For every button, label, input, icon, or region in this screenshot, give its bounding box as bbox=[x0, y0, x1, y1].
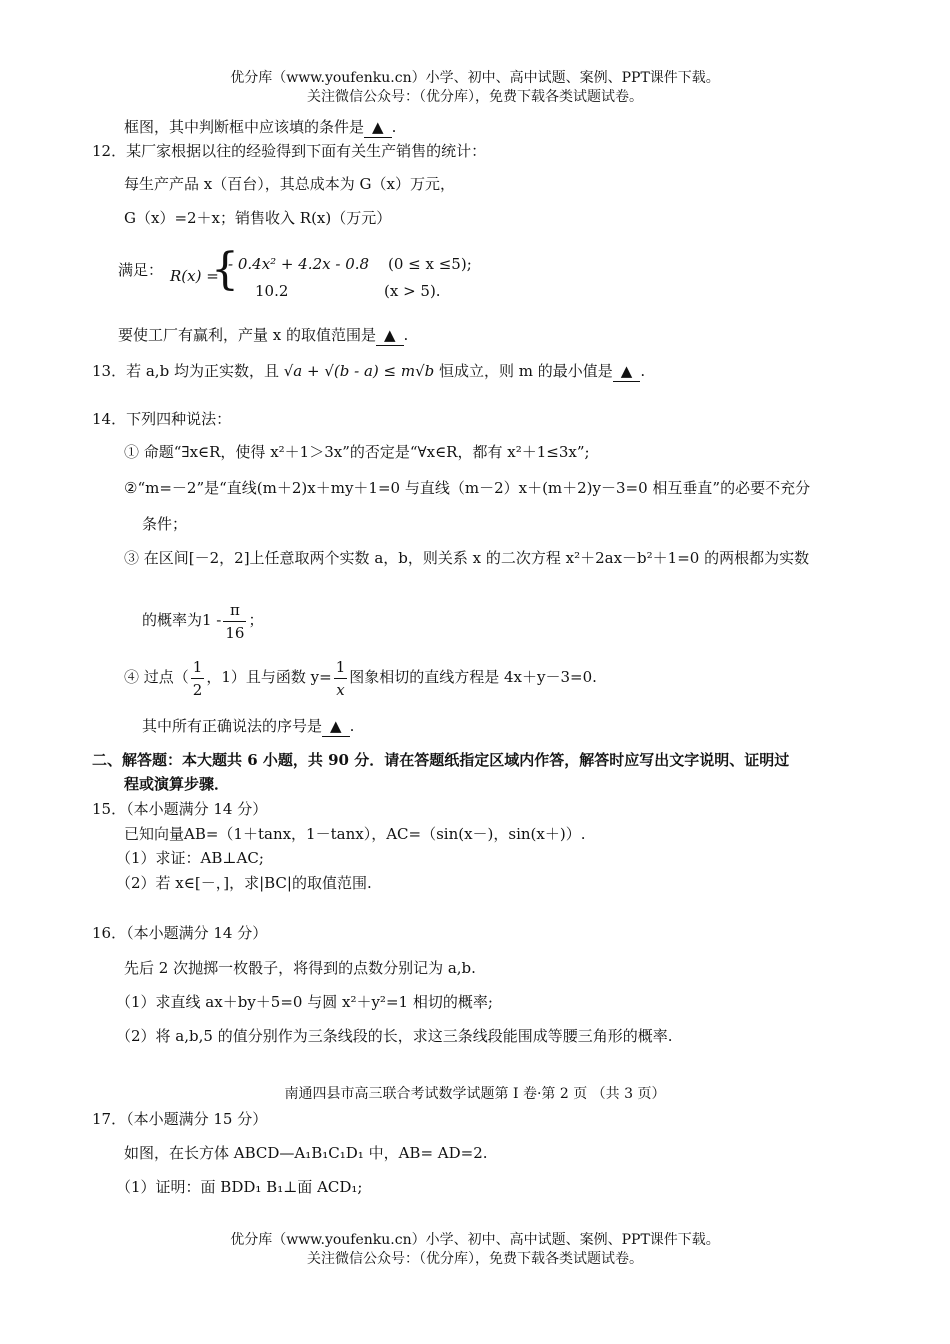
answer-blank: ▲ bbox=[613, 361, 641, 382]
q17-line-1: 如图，在长方体 ABCD—A₁B₁C₁D₁ 中，AB= AD=2. bbox=[124, 1144, 488, 1162]
q12-function-label: R(x) = bbox=[170, 267, 219, 285]
q17-part-1: （1）证明：面 BDD₁ B₁⊥面 ACD₁; bbox=[116, 1178, 363, 1196]
footer-line-2: 关注微信公众号：（优分库），免费下载各类试题试卷。 bbox=[307, 1251, 643, 1267]
q12-case-2: 10.2 bbox=[255, 282, 289, 300]
q12-line-2: 每生产产品 x（百台），其总成本为 G（x）万元， bbox=[124, 175, 455, 193]
q14-intro: 14．下列四种说法： bbox=[92, 410, 232, 428]
q14-statement-2: ②“m=－2”是“直线(m＋2)x＋my＋1=0 与直线（m－2）x＋(m＋2)y－3=0 相互垂直”的必要不充分 bbox=[124, 479, 811, 497]
q12-ask: 要使工厂有赢利，产量 x 的取值范围是 ▲ . bbox=[118, 326, 409, 344]
q16-line-1: 先后 2 次抛掷一枚骰子，将得到的点数分别记为 a,b. bbox=[124, 959, 476, 977]
footer-line-1: 优分库（www.youfenku.cn）小学、初中、高中试题、案例、PPT课件下载。 bbox=[230, 1232, 720, 1248]
answer-blank: ▲ bbox=[322, 716, 350, 737]
q12-line-3: G（x）=2＋x；销售收入 R(x)（万元） bbox=[124, 209, 392, 227]
answer-blank: ▲ bbox=[364, 117, 392, 138]
q16-part-1: （1）求直线 ax＋by＋5=0 与圆 x²＋y²=1 相切的概率; bbox=[116, 993, 493, 1011]
q15-line-1: 已知向量AB=（1＋tanx，1－tanx），AC=（sin(x－)，sin(x＋)）. bbox=[124, 825, 586, 843]
header-line-1: 优分库（www.youfenku.cn）小学、初中、高中试题、案例、PPT课件下载。 bbox=[230, 70, 720, 86]
q14-statement-3-cont: 的概率为1 - $\frac{\pi}{16}$ ； bbox=[142, 600, 264, 642]
q12-condition-1: (0 ≤ x ≤5); bbox=[388, 255, 472, 273]
q12-satisfy: 满足： bbox=[118, 261, 164, 279]
q15-part-1: （1）求证：AB⊥AC; bbox=[116, 849, 264, 867]
piecewise-brace: { bbox=[211, 244, 239, 295]
fraction-one-half: $\frac{1}{2}$ bbox=[192, 657, 203, 699]
q16-part-2: （2）将 a,b,5 的值分别作为三条线段的长，求这三条线段能围成等腰三角形的概率. bbox=[116, 1027, 673, 1045]
fraction-one-over-x: $\frac{1}{x}$ bbox=[335, 657, 346, 699]
q12-intro: 12．某厂家根据以往的经验得到下面有关生产销售的统计： bbox=[92, 142, 487, 160]
q12-condition-2: (x > 5). bbox=[384, 282, 441, 300]
q14-statement-1: ① 命题“∃x∈R，使得 x²＋1＞3x”的否定是“∀x∈R，都有 x²＋1≤3x”; bbox=[124, 443, 590, 461]
q15-head: 15．（本小题满分 14 分） bbox=[92, 800, 268, 818]
q13: 13．若 a,b 均为正实数，且 √a + √(b - a) ≤ m√b 恒成立，则 m 的最小值是 ▲ . bbox=[92, 362, 646, 380]
fraction-pi-16: $\frac{\pi}{16}$ bbox=[225, 600, 245, 642]
section-2-title: 二、解答题：本大题共 6 小题，共 90 分．请在答题纸指定区域内作答，解答时应写出文字说明、证明过 bbox=[92, 751, 790, 769]
q14-ask: 其中所有正确说法的序号是 ▲ . bbox=[142, 717, 355, 735]
page-footer: 南通四县市高三联合考试数学试题第 I 卷·第 2 页 （共 3 页） bbox=[284, 1086, 666, 1102]
q12-case-1: - 0.4x² + 4.2x - 0.8 bbox=[228, 255, 370, 273]
q15-part-2: （2）若 x∈[－，]，求|BC|的取值范围. bbox=[116, 874, 372, 892]
section-2-title-cont: 程或演算步骤． bbox=[124, 775, 230, 793]
answer-blank: ▲ bbox=[376, 325, 404, 346]
q14-statement-2-cont: 条件； bbox=[142, 515, 188, 533]
q11-tail: 框图，其中判断框中应该填的条件是 ▲ . bbox=[124, 118, 397, 136]
q13-inequality: √a + √(b - a) ≤ m√b bbox=[283, 362, 435, 380]
q17-head: 17．（本小题满分 15 分） bbox=[92, 1110, 268, 1128]
q14-statement-3: ③ 在区间[－2，2]上任意取两个实数 a，b，则关系 x 的二次方程 x²＋2ax－b²＋1=0 的两根都为实数 bbox=[124, 549, 810, 567]
q16-head: 16．（本小题满分 14 分） bbox=[92, 924, 268, 942]
q14-statement-4: ④ 过点（ $\frac{1}{2}$ ，1）且与函数 y= $\frac{1}{x}$ 图象相切的直线方程是 4x＋y－3=0. bbox=[124, 657, 597, 699]
header-line-2: 关注微信公众号：（优分库），免费下载各类试题试卷。 bbox=[307, 89, 643, 105]
